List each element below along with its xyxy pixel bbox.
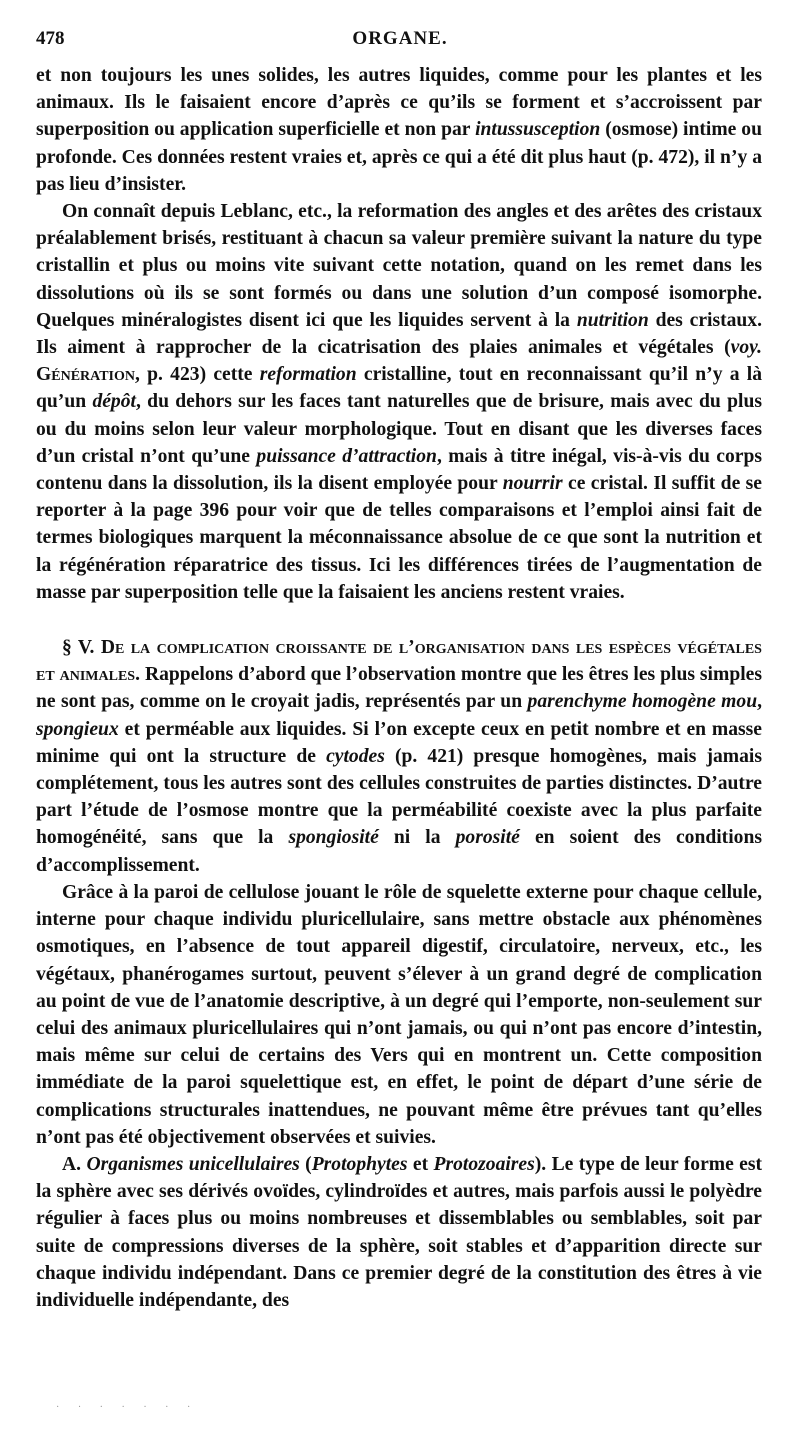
italic-term: voy. <box>730 337 762 359</box>
section-heading: De la complication croissante de l’organisation dans les espèces végétales et animales. <box>36 637 762 686</box>
text-run: ce cristal. Il suffit de se reporter à la page 396 pour voir que de telles comparaisons et l’emploi ainsi fait de termes biologiques marquent la méconnaissance absolue de ce que sont la nutrition et la régénération réparatrice des tissus. Ici les différences tirées de l’augmentation de masse par superposition telle que la faisaient les anciens restent vraies. <box>36 473 762 603</box>
italic-term: dépôt <box>92 391 136 413</box>
paragraph-4: Grâce à la paroi de cellulose jouant le rôle de squelette externe pour chaque cellule, interne pour chaque individu pluricellulaire, sans mettre obstacle aux phénomènes osmotiques, en l’absence de tout appareil digestif, circulatoire, nerveux, etc., les végétaux, phanérogames surtout, peuvent s’élever à un grand degré de complication au point de vue de l’anatomie descriptive, à un degré qui l’emporte, non-seulement sur celui des animaux pluricellulaires qui n’ont jamais, ou qui n’ont pas encore d’intestin, mais même sur celui de certains des Vers qui en montrent un. Cette composition immédiate de la paroi squelettique est, en effet, le point de départ d’une série de complications structurales inattendues, ne pouvant même être prévues tant qu’elles n’ont pas été objectivement observées et suivies. <box>36 881 762 1148</box>
scan-artifact-marks: · · · · · · · <box>56 1402 199 1413</box>
text-run: et non toujours les unes solides, les autres liquides, comme pour les plantes et les animaux. Ils le faisaient encore d’après ce qu’ils se forment et s’accroissent par superposition ou application superficielle et non par <box>36 65 762 141</box>
italic-term: Protophytes <box>311 1153 408 1175</box>
text-run: ( <box>305 1153 312 1175</box>
italic-term: puissance d’attraction <box>256 445 437 467</box>
italic-term: spongieux <box>36 718 119 740</box>
italic-term: Organismes unicellulaires <box>86 1153 300 1175</box>
section-gap <box>36 606 762 634</box>
text-run: et perméable aux liquides. Si l’on excepte ceux en petit nombre et en masse minime qui ont la structure de <box>36 718 763 767</box>
text-run: , du dehors sur les faces tant naturelles que de brisure, mais avec du plus ou du moins selon leur valeur morphologique. Tout en disant que les diverses faces d’un cristal n’ont qu’une <box>36 391 762 467</box>
text-run: , mais à titre inégal, vis-à-vis du corps contenu dans la dissolution, ils la disent employée pour <box>36 445 763 495</box>
italic-term: parenchyme homogène mou <box>527 691 758 713</box>
section-number: § V. <box>62 637 95 659</box>
text-run: ni la <box>393 827 441 849</box>
text-run: ). Le type de leur forme est la sphère avec ses dérivés ovoïdes, cylindroïdes et autres, mais parfois aussi le polyèdre régulier à faces plus ou moins nombreuses et dissemblables ou semblables, soit par suite de compressions diverses de la sphère, soit stables et d’apparition directe sur chaque individu indépendant. Dans ce premier degré de la constitution des êtres à vie individuelle indépendante, des <box>36 1153 763 1311</box>
text-run: (p. 421) presque homogènes, mais jamais complétement, tous les autres sont des cellules construites de parties distinctes. D’autre part l’étude de l’osmose montre que la perméabilité coexiste avec la plus parfaite homogénéité, sans que la <box>36 745 762 849</box>
running-title: ORGANE. <box>352 28 448 49</box>
italic-term: spongiosité <box>288 827 379 849</box>
italic-term: reformation <box>259 364 357 386</box>
text-run: et <box>412 1153 429 1175</box>
italic-term: nutrition <box>576 309 649 331</box>
page-header <box>36 28 764 54</box>
text-run: des cristaux. Ils aiment à rapprocher de la cicatrisation des plaies animales et végétales ( <box>36 309 762 359</box>
page-number: 478 <box>36 28 65 49</box>
italic-term: intussusception <box>475 119 601 141</box>
text-run: A. <box>62 1153 82 1175</box>
paragraph-2 <box>36 198 762 606</box>
text-run: On connaît depuis Leblanc, etc., la reformation des angles et des arêtes des cristaux préalablement brisés, restituant à chacun sa valeur première suivant la nature du type cristallin et plus ou moins vite suivant cette notation, quand on les remet dans les dissolutions où ils se sont formés ou dans une solution d’un composé isomorphe. Quelques minéralogistes disent ici que les liquides servent à la <box>36 201 762 331</box>
italic-term: cytodes <box>326 745 385 767</box>
small-caps-term: Génération <box>36 364 135 386</box>
italic-term: nourrir <box>502 473 563 495</box>
text-run: , <box>757 691 763 713</box>
text-run: (osmose) intime ou profonde. Ces données restent vraies et, après ce qui a été dit plus haut (p. 472), il n’y a pas lieu d’insister. <box>36 119 762 195</box>
text-run: cristalline, tout en reconnaissant qu’il n’y a là qu’un <box>36 364 763 413</box>
paragraph-3 <box>36 634 762 879</box>
text-run: en soient des conditions d’accomplissement. <box>36 827 762 876</box>
body-text <box>36 62 762 1314</box>
italic-term: Protozoaires <box>433 1153 535 1175</box>
text-run: Rappelons d’abord que l’observation montre que les êtres les plus simples ne sont pas, comme on le croyait jadis, représentés par un <box>36 664 762 713</box>
italic-term: porosité <box>455 827 520 849</box>
paragraph-5 <box>36 1151 762 1314</box>
paragraph-1 <box>36 62 762 198</box>
text-run: , p. 423) cette <box>135 364 253 386</box>
